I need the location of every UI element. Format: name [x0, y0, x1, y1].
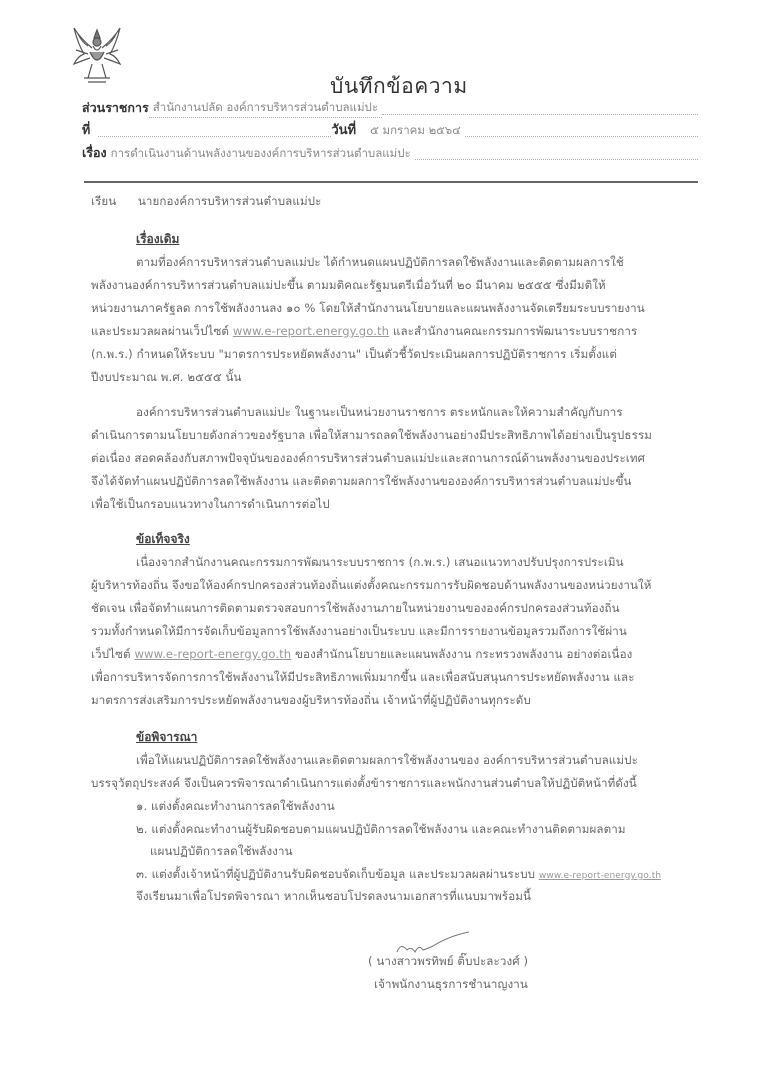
list-item-continuation: แผนปฏิบัติการลดใช้พลังงาน: [150, 844, 293, 858]
paragraph-line: พลังงานองค์การบริหารส่วนตำบลแม่ปะขึ้น ตามมติคณะรัฐมนตรีเมื่อวันที่ ๒๐ มีนาคม ๒๕๕๕ ซึ่งมีมติให้: [91, 278, 606, 292]
paragraph-line: เพื่อให้แผนปฏิบัติการลดใช้พลังงานและติดตามผลการใช้พลังงานของ องค์การบริหารส่วนตำบลแม่ปะ: [136, 753, 638, 767]
e-report-link[interactable]: www.e-report-energy.go.th: [134, 647, 292, 661]
paragraph-line: ปีงบประมาณ พ.ศ. ๒๕๕๕ นั้น: [91, 370, 242, 384]
subject-value: การดำเนินงานด้านพลังงานของงค์การบริหารส่วนตำบลแม่ปะ: [110, 146, 411, 160]
paragraph-line: (ก.พ.ร.) กำหนดให้ระบบ "มาตรการประหยัดพลังงาน" เป็นตัวชี้วัดประเมินผลการปฏิบัติราชการ เริ่มตั้งแต่: [91, 347, 617, 361]
paragraph-line: เนื่องจากสำนักงานคณะกรรมการพัฒนาระบบราชการ (ก.พ.ร.) เสนอแนวทางปรับปรุงการประเมิน: [136, 555, 624, 569]
garuda-emblem-icon: [70, 24, 124, 86]
paragraph-line: หน่วยงานภาครัฐลด การใช้พลังงานลง ๑๐ % โดยให้สำนักงานนโยบายและแผนพลังงานจัดเตรียมระบบรายงาน: [91, 301, 645, 315]
paragraph-text: ของสำนักนโยบายและแผนพลังงาน กระทรวงพลังงาน อย่างต่อเนื่อง: [291, 647, 633, 661]
paragraph-line: ผู้บริหารท้องถิ่น จึงขอให้องค์กรปกครองส่วนท้องถิ่นแต่งตั้งคณะกรรมการรับผิดชอบด้านพลังงานของหน่วยงานให้: [91, 578, 652, 592]
salutation-label: เรียน: [91, 194, 117, 208]
paragraph-line: ตามที่องค์การบริหารส่วนตำบลแม่ปะ ได้กำหนดแผนปฏิบัติการลดใช้พลังงานและติดตามผลการใช้: [136, 255, 624, 269]
ref-date-row: [82, 120, 698, 140]
list-item: ๒. แต่งตั้งคณะทำงานผู้รับผิดชอบตามแผนปฏิบัติการลดใช้พลังงาน และคณะทำงานติดตามผลตาม: [136, 822, 626, 836]
salutation-value: นายกองค์การบริหารส่วนตำบลแม่ปะ: [137, 194, 322, 208]
ref-label: ที่: [82, 122, 91, 137]
section-heading-background: เรื่องเดิม: [136, 232, 180, 246]
paragraph-line: เพื่อใช้เป็นกรอบแนวทางในการดำเนินการต่อไป: [91, 497, 330, 511]
paragraph-text: ๓. แต่งตั้งเจ้าหน้าที่ผู้ปฏิบัติงานรับผิดชอบจัดเก็บข้อมูล และประมวลผลผ่านระบบ: [136, 867, 536, 881]
subject-row: [82, 143, 698, 163]
list-item: [136, 866, 661, 884]
paragraph-line: ต่อเนื่อง สอดคล้องกับสภาพปัจจุบันขององค์การบริหารส่วนตำบลแม่ปะและสถานการณ์ด้านพลังงานของประเทศ: [91, 451, 646, 465]
signatory-name: ( นางสาวพรทิพย์ ติ๊บปะละวงศ์ ): [368, 954, 529, 968]
paragraph-line: บรรจุวัตถุประสงค์ จึงเป็นควรพิจารณาดำเนินการแต่งตั้งข้าราชการและพนักงานส่วนตำบลให้ปฏิบัติหน้าที่ดังนี้: [91, 776, 637, 790]
paragraph-line: องค์การบริหารส่วนตำบลแม่ปะ ในฐานะเป็นหน่วยงานราชการ ตระหนักและให้ความสำคัญกับการ: [136, 405, 623, 419]
paragraph-line: [91, 646, 632, 664]
paragraph-line: [91, 323, 637, 341]
dotted-line: [382, 114, 698, 115]
closing-line: จึงเรียนมาเพื่อโปรดพิจารณา หากเห็นชอบโปรดลงนามเอกสารที่แนบมาพร้อมนี้: [136, 889, 532, 903]
date-value: ๕ มกราคม ๒๕๖๔: [370, 123, 461, 137]
date-label: วันที่: [331, 123, 357, 138]
paragraph-line: ชัดเจน เพื่อจัดทำแผนการติดตามตรวจสอบการใช้พลังงานภายในหน่วยงานขององค์กรปกครองส่วนท้องถิ่น: [91, 601, 620, 615]
paragraph-text: และประมวลผลผ่านเว็ปไซต์: [91, 324, 230, 338]
memo-title: บันทึกข้อความ: [330, 74, 468, 98]
dotted-line: [465, 136, 698, 137]
paragraph-line: ดำเนินการตามนโยบายดังกล่าวของรัฐบาล เพื่อให้สามารถลดใช้พลังงานอย่างมีประสิทธิภาพได้อย่างเป็นรูปธรรม: [91, 428, 652, 442]
e-report-link[interactable]: www.e-report.energy.go.th: [232, 324, 390, 338]
list-item: ๑. แต่งตั้งคณะทำงานการลดใช้พลังงาน: [136, 799, 335, 813]
department-row: [82, 98, 698, 118]
signatory-position: เจ้าพนักงานธุรการชำนาญงาน: [374, 977, 528, 991]
paragraph-line: รวมทั้งกำหนดให้มีการจัดเก็บข้อมูลการใช้พลังงานอย่างเป็นระบบ และมีการรายงานข้อมูลรวมถึงการใช้ผ่าน: [91, 624, 627, 638]
paragraph-line: เพื่อการบริหารจัดการการใช้พลังงานให้มีประสิทธิภาพเพิ่มมากขึ้น และเพื่อสนับสนุนการประหยัดพลังงาน และ: [91, 670, 635, 684]
subject-label: เรื่อง: [82, 145, 107, 160]
dotted-line: [98, 136, 331, 137]
paragraph-text: และสำนักงานคณะกรรมการพัฒนาระบบราชการ: [389, 324, 638, 338]
dotted-line: [415, 159, 698, 160]
salutation: [91, 193, 321, 211]
paragraph-line: มาตรการส่งเสริมการประหยัดพลังงานของผู้บริหารท้องถิ่น เจ้าหน้าที่ผู้ปฏิบัติงานทุกระดับ: [91, 693, 531, 707]
e-report-link[interactable]: www.e-report-energy.go.th: [538, 871, 662, 881]
paragraph-line: จึงได้จัดทำแผนปฏิบัติการลดใช้พลังงาน และติดตามผลการใช้พลังงานขององค์การบริหารส่วนตำบลแม่ปะขึ้น: [91, 474, 632, 488]
section-heading-considerations: ข้อพิจารณา: [136, 730, 198, 744]
section-heading-facts: ข้อเท็จจริง: [136, 532, 190, 546]
department-value: สำนักงานปลัด องค์การบริหารส่วนตำบลแม่ปะ: [149, 99, 382, 118]
paragraph-text: เว็ปไซต์: [91, 647, 131, 661]
header-divider: [84, 181, 698, 183]
department-label: ส่วนราชการ: [82, 100, 149, 115]
